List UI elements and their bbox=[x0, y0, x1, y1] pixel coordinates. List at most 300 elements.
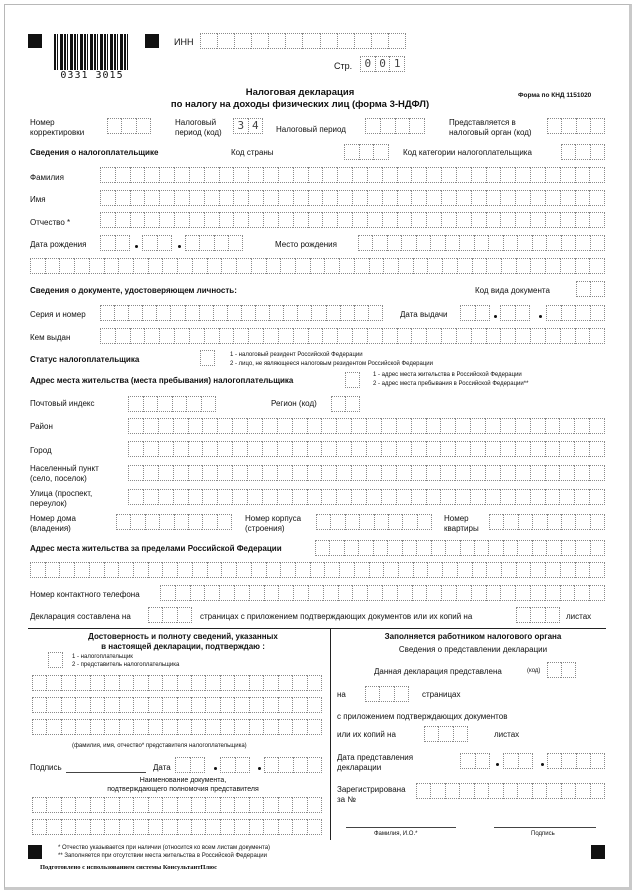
input-cell[interactable] bbox=[500, 585, 515, 601]
input-cell[interactable] bbox=[517, 235, 531, 251]
input-cell[interactable] bbox=[344, 144, 359, 160]
input-cell[interactable] bbox=[315, 540, 329, 556]
input-cell[interactable] bbox=[159, 212, 174, 228]
input-cell[interactable] bbox=[295, 258, 310, 274]
input-cell[interactable] bbox=[382, 328, 397, 344]
input-cell[interactable] bbox=[401, 235, 415, 251]
input-cell[interactable] bbox=[292, 797, 306, 813]
input-cell[interactable] bbox=[397, 190, 412, 206]
input-cell[interactable] bbox=[545, 328, 560, 344]
input-cell[interactable] bbox=[204, 190, 219, 206]
input-cell[interactable] bbox=[516, 562, 531, 578]
input-cell[interactable] bbox=[115, 328, 130, 344]
input-cell[interactable] bbox=[174, 167, 189, 183]
input-cell[interactable] bbox=[217, 465, 232, 481]
input-cell[interactable] bbox=[202, 514, 216, 530]
input-cell[interactable] bbox=[175, 585, 190, 601]
input-cell[interactable] bbox=[234, 697, 248, 713]
input-cell[interactable] bbox=[263, 719, 277, 735]
confirmer-type-field[interactable] bbox=[48, 652, 63, 668]
input-cell[interactable] bbox=[339, 562, 354, 578]
input-cell[interactable] bbox=[185, 235, 199, 251]
house-number-field[interactable] bbox=[116, 514, 232, 530]
input-cell[interactable] bbox=[388, 514, 402, 530]
input-cell[interactable] bbox=[190, 585, 205, 601]
foreign-address-field-continued[interactable] bbox=[30, 562, 605, 578]
input-cell[interactable] bbox=[307, 757, 322, 773]
input-cell[interactable] bbox=[488, 235, 502, 251]
input-cell[interactable] bbox=[442, 562, 457, 578]
input-cell[interactable] bbox=[100, 190, 115, 206]
input-cell[interactable] bbox=[148, 719, 162, 735]
input-cell[interactable] bbox=[278, 797, 292, 813]
input-cell[interactable] bbox=[500, 212, 515, 228]
input-cell[interactable] bbox=[426, 489, 441, 505]
doc-type-code-field[interactable] bbox=[576, 281, 605, 297]
input-cell[interactable] bbox=[277, 465, 292, 481]
input-cell[interactable] bbox=[278, 757, 292, 773]
input-cell[interactable] bbox=[547, 514, 561, 530]
input-cell[interactable] bbox=[411, 418, 426, 434]
submission-day-field[interactable] bbox=[460, 753, 490, 769]
input-cell[interactable] bbox=[46, 697, 60, 713]
input-cell[interactable] bbox=[336, 441, 351, 457]
submission-method-field[interactable] bbox=[547, 662, 576, 678]
input-cell[interactable] bbox=[365, 686, 379, 702]
input-cell[interactable] bbox=[74, 258, 89, 274]
input-cell[interactable] bbox=[75, 675, 89, 691]
input-cell[interactable] bbox=[515, 328, 530, 344]
input-cell[interactable] bbox=[217, 441, 232, 457]
input-cell[interactable] bbox=[119, 797, 133, 813]
input-cell[interactable] bbox=[546, 305, 561, 321]
input-cell[interactable] bbox=[387, 540, 401, 556]
input-cell[interactable] bbox=[292, 719, 306, 735]
input-cell[interactable] bbox=[344, 540, 358, 556]
submission-year-field[interactable] bbox=[547, 753, 605, 769]
input-cell[interactable] bbox=[475, 305, 491, 321]
input-cell[interactable] bbox=[336, 418, 351, 434]
input-cell[interactable] bbox=[503, 235, 517, 251]
input-cell[interactable] bbox=[486, 328, 501, 344]
input-cell[interactable] bbox=[500, 167, 515, 183]
input-cell[interactable] bbox=[148, 819, 162, 835]
input-cell[interactable] bbox=[589, 562, 605, 578]
input-cell[interactable] bbox=[241, 305, 255, 321]
input-cell[interactable] bbox=[61, 675, 75, 691]
input-cell[interactable] bbox=[61, 697, 75, 713]
input-cell[interactable] bbox=[292, 819, 306, 835]
input-cell[interactable] bbox=[475, 753, 491, 769]
input-cell[interactable] bbox=[191, 819, 205, 835]
country-code-field[interactable] bbox=[344, 144, 389, 160]
input-cell[interactable] bbox=[133, 675, 147, 691]
input-cell[interactable] bbox=[144, 328, 159, 344]
input-cell[interactable] bbox=[411, 190, 426, 206]
input-cell[interactable] bbox=[329, 540, 343, 556]
input-cell[interactable] bbox=[205, 819, 219, 835]
input-cell[interactable] bbox=[590, 235, 605, 251]
input-cell[interactable] bbox=[192, 258, 207, 274]
input-cell[interactable] bbox=[292, 441, 307, 457]
input-cell[interactable] bbox=[156, 305, 170, 321]
district-field[interactable] bbox=[128, 418, 605, 434]
input-cell[interactable] bbox=[32, 719, 46, 735]
input-cell[interactable] bbox=[559, 465, 574, 481]
input-cell[interactable] bbox=[219, 212, 234, 228]
input-cell[interactable] bbox=[460, 540, 474, 556]
input-cell[interactable] bbox=[372, 235, 386, 251]
input-cell[interactable] bbox=[516, 258, 531, 274]
input-cell[interactable] bbox=[130, 514, 144, 530]
input-cell[interactable] bbox=[249, 819, 263, 835]
input-cell[interactable] bbox=[248, 212, 263, 228]
input-cell[interactable] bbox=[202, 418, 217, 434]
input-cell[interactable] bbox=[574, 441, 589, 457]
input-cell[interactable] bbox=[89, 258, 104, 274]
input-cell[interactable] bbox=[119, 675, 133, 691]
input-cell[interactable] bbox=[321, 489, 336, 505]
input-cell[interactable] bbox=[190, 757, 206, 773]
input-cell[interactable] bbox=[459, 235, 473, 251]
input-cell[interactable] bbox=[561, 514, 575, 530]
input-cell[interactable] bbox=[530, 212, 545, 228]
input-cell[interactable] bbox=[472, 258, 487, 274]
input-cell[interactable] bbox=[174, 514, 188, 530]
input-cell[interactable] bbox=[345, 514, 359, 530]
input-cell[interactable] bbox=[590, 281, 605, 297]
input-cell[interactable] bbox=[351, 418, 366, 434]
input-cell[interactable] bbox=[177, 607, 192, 623]
input-cell[interactable] bbox=[515, 167, 530, 183]
input-cell[interactable] bbox=[532, 514, 546, 530]
input-cell[interactable] bbox=[396, 418, 411, 434]
input-cell[interactable] bbox=[382, 167, 397, 183]
input-cell[interactable] bbox=[532, 540, 546, 556]
input-cell[interactable] bbox=[559, 441, 574, 457]
input-cell[interactable] bbox=[517, 540, 531, 556]
input-cell[interactable] bbox=[264, 585, 279, 601]
input-cell[interactable] bbox=[249, 697, 263, 713]
input-cell[interactable] bbox=[589, 190, 605, 206]
input-cell[interactable] bbox=[575, 305, 590, 321]
input-cell[interactable] bbox=[590, 144, 605, 160]
input-cell[interactable] bbox=[352, 585, 367, 601]
input-cell[interactable] bbox=[128, 489, 143, 505]
input-cell[interactable] bbox=[324, 258, 339, 274]
input-cell[interactable] bbox=[560, 328, 575, 344]
input-cell[interactable] bbox=[352, 212, 367, 228]
input-cell[interactable] bbox=[297, 305, 311, 321]
input-cell[interactable] bbox=[128, 418, 143, 434]
input-cell[interactable] bbox=[457, 258, 472, 274]
input-cell[interactable] bbox=[589, 167, 605, 183]
input-cell[interactable] bbox=[411, 167, 426, 183]
postal-index-field[interactable] bbox=[128, 396, 216, 412]
input-cell[interactable] bbox=[148, 607, 162, 623]
input-cell[interactable] bbox=[322, 328, 337, 344]
input-cell[interactable] bbox=[233, 190, 248, 206]
input-cell[interactable] bbox=[133, 697, 147, 713]
input-cell[interactable] bbox=[191, 697, 205, 713]
input-cell[interactable] bbox=[337, 212, 352, 228]
input-cell[interactable] bbox=[89, 562, 104, 578]
input-cell[interactable] bbox=[417, 514, 432, 530]
input-cell[interactable] bbox=[114, 305, 128, 321]
input-cell[interactable] bbox=[501, 562, 516, 578]
input-cell[interactable] bbox=[589, 441, 605, 457]
input-cell[interactable] bbox=[307, 697, 322, 713]
input-cell[interactable] bbox=[366, 489, 381, 505]
input-cell[interactable] bbox=[162, 819, 176, 835]
input-cell[interactable] bbox=[322, 190, 337, 206]
input-cell[interactable] bbox=[200, 350, 215, 366]
input-cell[interactable] bbox=[322, 212, 337, 228]
input-cell[interactable] bbox=[45, 258, 60, 274]
input-cell[interactable] bbox=[545, 258, 560, 274]
input-cell[interactable] bbox=[266, 562, 281, 578]
input-cell[interactable] bbox=[441, 328, 456, 344]
city-field[interactable] bbox=[128, 441, 605, 457]
input-cell[interactable] bbox=[157, 396, 172, 412]
input-cell[interactable] bbox=[455, 441, 470, 457]
input-cell[interactable] bbox=[545, 489, 560, 505]
representative-fio-field[interactable] bbox=[32, 675, 322, 691]
input-cell[interactable] bbox=[590, 514, 605, 530]
input-cell[interactable] bbox=[530, 465, 545, 481]
input-cell[interactable] bbox=[204, 328, 219, 344]
input-cell[interactable] bbox=[530, 441, 545, 457]
registration-number-field[interactable] bbox=[416, 783, 605, 799]
input-cell[interactable] bbox=[546, 783, 560, 799]
input-cell[interactable] bbox=[358, 235, 372, 251]
input-cell[interactable] bbox=[441, 212, 456, 228]
input-cell[interactable] bbox=[561, 662, 576, 678]
input-cell[interactable] bbox=[177, 697, 191, 713]
input-cell[interactable] bbox=[560, 190, 575, 206]
input-cell[interactable] bbox=[488, 540, 502, 556]
input-cell[interactable] bbox=[104, 819, 118, 835]
input-cell[interactable] bbox=[337, 328, 352, 344]
input-cell[interactable] bbox=[248, 190, 263, 206]
input-cell[interactable] bbox=[248, 167, 263, 183]
input-cell[interactable] bbox=[295, 562, 310, 578]
input-cell[interactable] bbox=[162, 607, 176, 623]
input-cell[interactable] bbox=[189, 212, 204, 228]
input-cell[interactable] bbox=[115, 212, 130, 228]
input-cell[interactable] bbox=[249, 719, 263, 735]
region-code-field[interactable] bbox=[331, 396, 360, 412]
input-cell[interactable] bbox=[159, 190, 174, 206]
input-cell[interactable] bbox=[574, 465, 589, 481]
input-cell[interactable] bbox=[472, 562, 487, 578]
input-cell[interactable] bbox=[471, 212, 486, 228]
input-cell[interactable] bbox=[352, 328, 367, 344]
input-cell[interactable] bbox=[251, 562, 266, 578]
name-field[interactable] bbox=[100, 190, 605, 206]
input-cell[interactable] bbox=[308, 190, 323, 206]
input-cell[interactable] bbox=[382, 585, 397, 601]
input-cell[interactable] bbox=[130, 167, 145, 183]
input-cell[interactable] bbox=[500, 328, 515, 344]
input-cell[interactable] bbox=[413, 258, 428, 274]
input-cell[interactable] bbox=[293, 190, 308, 206]
input-cell[interactable] bbox=[173, 489, 188, 505]
input-cell[interactable] bbox=[143, 418, 158, 434]
input-cell[interactable] bbox=[174, 190, 189, 206]
input-cell[interactable] bbox=[308, 212, 323, 228]
input-cell[interactable] bbox=[159, 514, 173, 530]
input-cell[interactable] bbox=[530, 585, 545, 601]
input-cell[interactable] bbox=[121, 118, 135, 134]
input-cell[interactable] bbox=[456, 167, 471, 183]
input-cell[interactable] bbox=[488, 783, 502, 799]
input-cell[interactable] bbox=[148, 797, 162, 813]
input-cell[interactable] bbox=[236, 562, 251, 578]
input-cell[interactable] bbox=[207, 258, 222, 274]
input-cell[interactable] bbox=[397, 167, 412, 183]
input-cell[interactable] bbox=[32, 697, 46, 713]
input-cell[interactable] bbox=[411, 328, 426, 344]
input-cell[interactable] bbox=[397, 328, 412, 344]
input-cell[interactable] bbox=[326, 305, 340, 321]
input-cell[interactable] bbox=[486, 167, 501, 183]
input-cell[interactable] bbox=[32, 819, 46, 835]
input-cell[interactable] bbox=[115, 190, 130, 206]
input-cell[interactable] bbox=[339, 258, 354, 274]
input-cell[interactable] bbox=[470, 489, 485, 505]
input-cell[interactable] bbox=[128, 465, 143, 481]
input-cell[interactable] bbox=[395, 118, 410, 134]
input-cell[interactable] bbox=[227, 305, 241, 321]
input-cell[interactable] bbox=[247, 441, 262, 457]
input-cell[interactable] bbox=[263, 819, 277, 835]
input-cell[interactable] bbox=[191, 675, 205, 691]
input-cell[interactable] bbox=[358, 540, 372, 556]
issued-by-field[interactable] bbox=[100, 328, 605, 344]
input-cell[interactable] bbox=[247, 465, 262, 481]
input-cell[interactable] bbox=[416, 235, 430, 251]
input-cell[interactable] bbox=[100, 305, 114, 321]
input-cell[interactable] bbox=[213, 305, 227, 321]
input-cell[interactable] bbox=[445, 783, 459, 799]
input-cell[interactable] bbox=[545, 607, 560, 623]
input-cell[interactable] bbox=[455, 489, 470, 505]
input-cell[interactable] bbox=[144, 167, 159, 183]
input-cell[interactable] bbox=[560, 258, 575, 274]
input-cell[interactable] bbox=[366, 465, 381, 481]
input-cell[interactable] bbox=[486, 212, 501, 228]
input-cell[interactable] bbox=[162, 258, 177, 274]
input-cell[interactable] bbox=[220, 719, 234, 735]
input-cell[interactable] bbox=[500, 465, 515, 481]
input-cell[interactable] bbox=[128, 305, 142, 321]
input-cell[interactable] bbox=[310, 258, 325, 274]
input-cell[interactable] bbox=[545, 562, 560, 578]
sign-day-field[interactable] bbox=[175, 757, 205, 773]
input-cell[interactable] bbox=[234, 819, 248, 835]
input-cell[interactable] bbox=[217, 514, 232, 530]
authority-doc-field[interactable] bbox=[32, 797, 322, 813]
input-cell[interactable] bbox=[133, 797, 147, 813]
input-cell[interactable] bbox=[234, 585, 249, 601]
input-cell[interactable] bbox=[90, 719, 104, 735]
input-cell[interactable] bbox=[470, 418, 485, 434]
input-cell[interactable] bbox=[75, 797, 89, 813]
input-cell[interactable] bbox=[251, 33, 268, 49]
input-cell[interactable] bbox=[589, 258, 605, 274]
input-cell[interactable] bbox=[173, 418, 188, 434]
input-cell[interactable] bbox=[427, 258, 442, 274]
input-cell[interactable] bbox=[90, 697, 104, 713]
input-cell[interactable] bbox=[234, 797, 248, 813]
birth-year-field[interactable] bbox=[185, 235, 243, 251]
input-cell[interactable] bbox=[366, 418, 381, 434]
compiled-sheets-field[interactable] bbox=[516, 607, 560, 623]
input-cell[interactable] bbox=[191, 719, 205, 735]
input-cell[interactable] bbox=[530, 418, 545, 434]
input-cell[interactable] bbox=[59, 562, 74, 578]
input-cell[interactable] bbox=[232, 441, 247, 457]
input-cell[interactable] bbox=[115, 167, 130, 183]
input-cell[interactable] bbox=[292, 675, 306, 691]
input-cell[interactable] bbox=[455, 465, 470, 481]
input-cell[interactable] bbox=[369, 562, 384, 578]
input-cell[interactable] bbox=[515, 190, 530, 206]
input-cell[interactable] bbox=[589, 212, 605, 228]
input-cell[interactable] bbox=[316, 514, 330, 530]
input-cell[interactable] bbox=[262, 465, 277, 481]
input-cell[interactable] bbox=[219, 190, 234, 206]
tax-period-year-field[interactable] bbox=[365, 118, 425, 134]
input-cell[interactable] bbox=[545, 212, 560, 228]
input-cell[interactable] bbox=[559, 489, 574, 505]
input-cell[interactable] bbox=[145, 514, 159, 530]
input-cell[interactable] bbox=[130, 190, 145, 206]
input-cell[interactable] bbox=[199, 235, 213, 251]
input-cell[interactable] bbox=[402, 514, 416, 530]
input-cell[interactable] bbox=[589, 418, 605, 434]
input-cell[interactable] bbox=[575, 783, 589, 799]
input-cell[interactable] bbox=[236, 258, 251, 274]
input-cell[interactable] bbox=[162, 719, 176, 735]
issue-day-field[interactable] bbox=[460, 305, 490, 321]
input-cell[interactable] bbox=[445, 235, 459, 251]
input-cell[interactable] bbox=[345, 396, 360, 412]
input-cell[interactable] bbox=[574, 585, 589, 601]
input-cell[interactable] bbox=[191, 797, 205, 813]
input-cell[interactable] bbox=[116, 514, 130, 530]
input-cell[interactable] bbox=[373, 144, 389, 160]
input-cell[interactable] bbox=[214, 235, 228, 251]
input-cell[interactable] bbox=[382, 212, 397, 228]
input-cell[interactable] bbox=[177, 819, 191, 835]
input-cell[interactable] bbox=[307, 489, 322, 505]
input-cell[interactable] bbox=[104, 562, 119, 578]
input-cell[interactable] bbox=[220, 697, 234, 713]
input-cell[interactable] bbox=[278, 719, 292, 735]
input-cell[interactable] bbox=[133, 819, 147, 835]
input-cell[interactable] bbox=[174, 328, 189, 344]
input-cell[interactable] bbox=[359, 514, 373, 530]
input-cell[interactable] bbox=[561, 540, 575, 556]
input-cell[interactable] bbox=[545, 441, 560, 457]
input-cell[interactable] bbox=[32, 797, 46, 813]
street-field[interactable] bbox=[128, 489, 605, 505]
input-cell[interactable] bbox=[159, 167, 174, 183]
input-cell[interactable] bbox=[173, 465, 188, 481]
input-cell[interactable] bbox=[336, 489, 351, 505]
